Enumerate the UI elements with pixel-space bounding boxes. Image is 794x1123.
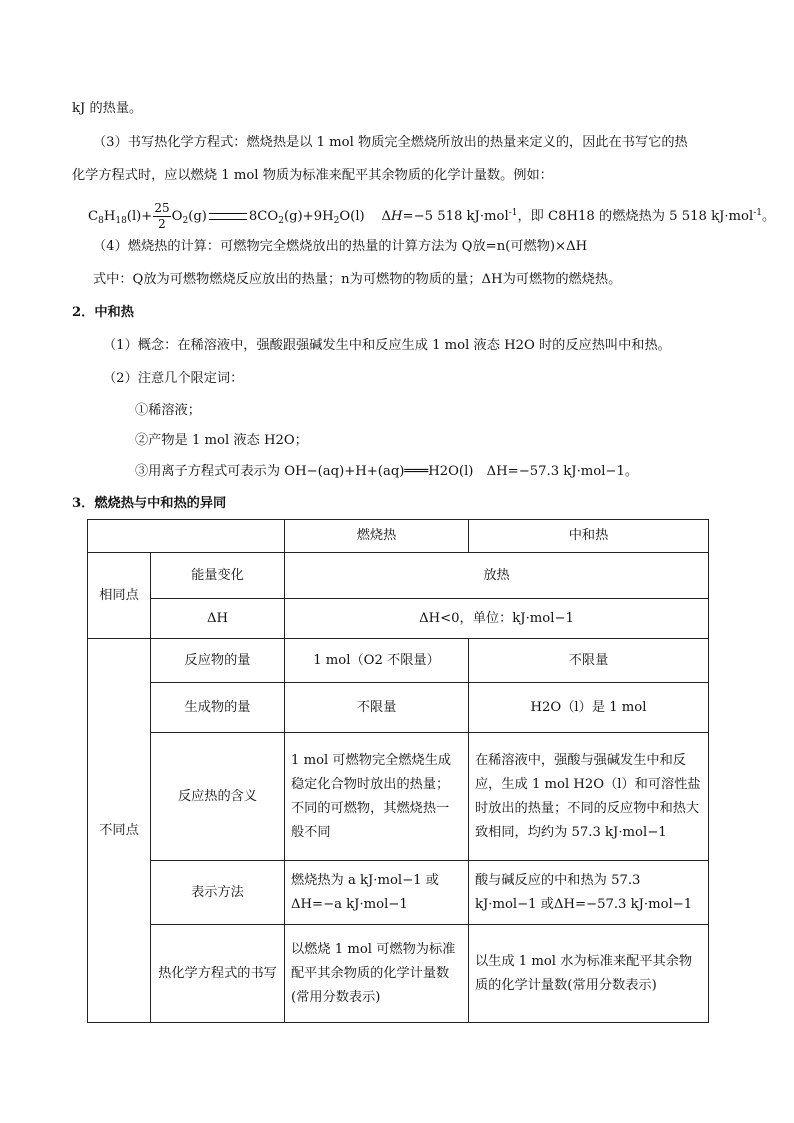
table-row: [88, 733, 709, 861]
row-method-label: 表示方法: [151, 861, 285, 925]
item3-line2: 化学方程式时，应以燃烧 1 mol 物质为标准来配平其余物质的化学计量数。例如：: [72, 168, 553, 183]
row-method-neutralization: 酸与碱反应的中和热为 57.3 kJ·mol−1 或ΔH=−57.3 kJ·mol−1: [469, 861, 709, 925]
equation-fraction: [153, 201, 170, 232]
fraction-denominator: 2: [158, 217, 166, 231]
equation-arrow: [209, 213, 247, 220]
section2-concept: （1）概念：在稀溶液中，强酸跟强碱发生中和反应生成 1 mol 液态 H2O 时的反应热叫中和热。: [103, 338, 671, 353]
section2-item2: ②产物是 1 mol 液态 H2O；: [135, 433, 308, 448]
row-equation-neutralization: 以生成 1 mol 水为标准来配平其余物质的化学计量数(常用分数表示): [469, 925, 709, 1023]
row-energy-value: 放热: [285, 553, 709, 599]
row-dh-label: ΔH: [151, 599, 285, 639]
equation-dh-value: =−5 518 kJ·mol: [402, 209, 509, 224]
item4-line2: 式中：Q放为可燃物燃烧反应放出的热量；n为可燃物的物质的量；ΔH为可燃物的燃烧热。: [93, 272, 622, 287]
comparison-table: [87, 519, 709, 1023]
row-meaning-combustion: 1 mol 可燃物完全燃烧生成稳定化合物时放出的热量；不同的可燃物，其燃烧热一般不同: [285, 733, 469, 861]
header-neutralization: 中和热: [469, 520, 709, 553]
row-meaning-label: 反应热的含义: [151, 733, 285, 861]
row-reactant-neutralization: 不限量: [469, 639, 709, 683]
equation-tail: ，即 C8H18 的燃烧热为 5 518 kJ·mol: [517, 209, 754, 224]
row-reactant-combustion: 1 mol（O2 不限量）: [285, 639, 469, 683]
table-row: [88, 599, 709, 639]
section2-heading: 2．中和热: [72, 305, 134, 320]
table-header-row: [88, 520, 709, 553]
group-same: 相同点: [88, 553, 151, 639]
section2-item3: ③用离子方程式可表示为 OH−(aq)+H+(aq)═══H2O(l) ΔH=−57.3 kJ·mol−1。: [135, 464, 639, 479]
item3-line1: （3）书写热化学方程式：燃烧热是以 1 mol 物质完全燃烧所放出的热量来定义的，因此在书写它的热: [93, 135, 688, 150]
fraction-numerator: 25: [154, 201, 170, 215]
item4-line1: （4）燃烧热的计算：可燃物完全燃烧放出的热量的计算方法为 Q放=n(可燃物)×ΔH: [93, 239, 588, 254]
table-row: [88, 925, 709, 1023]
header-empty-cell: [88, 520, 285, 553]
row-product-label: 生成物的量: [151, 683, 285, 733]
table-row: [88, 861, 709, 925]
thermo-equation: $C_8H_{18}(l)+$ $\frac{25}{2}$ $O_2(g)$ $8CO_2(g)+9H_2O(l)$ ΔH=−5 518 kJ·mol$^{-1}$，即 C8H18 的燃烧热为 5 518 kJ·mol$^{-1}$。: [88, 201, 776, 231]
row-energy-label: 能量变化: [151, 553, 285, 599]
row-method-combustion: 燃烧热为 a kJ·mol−1 或ΔH=−a kJ·mol−1: [285, 861, 469, 925]
section2-item1: ①稀溶液；: [135, 403, 201, 418]
section3-heading: 3．燃烧热与中和热的异同: [72, 496, 227, 511]
row-equation-combustion: 以燃烧 1 mol 可燃物为标准配平其余物质的化学计量数(常用分数表示): [285, 925, 469, 1023]
row-product-neutralization: H2O（l）是 1 mol: [469, 683, 709, 733]
row-meaning-neutralization: 在稀溶液中，强酸与强碱发生中和反应，生成 1 mol H2O（l）和可溶性盐时放出的热量；不同的反应物中和热大致相同，均约为 57.3 kJ·mol−1: [469, 733, 709, 861]
header-combustion: 燃烧热: [285, 520, 469, 553]
row-dh-value: ΔH<0，单位：kJ·mol−1: [285, 599, 709, 639]
group-diff: 不同点: [88, 639, 151, 1023]
table-row: [88, 683, 709, 733]
intro-tail: kJ 的热量。: [72, 101, 143, 116]
row-reactant-label: 反应物的量: [151, 639, 285, 683]
table-row: [88, 553, 709, 599]
section2-note: （2）注意几个限定词：: [103, 371, 244, 386]
table-row: [88, 639, 709, 683]
row-equation-label: 热化学方程式的书写: [151, 925, 285, 1023]
row-product-combustion: 不限量: [285, 683, 469, 733]
